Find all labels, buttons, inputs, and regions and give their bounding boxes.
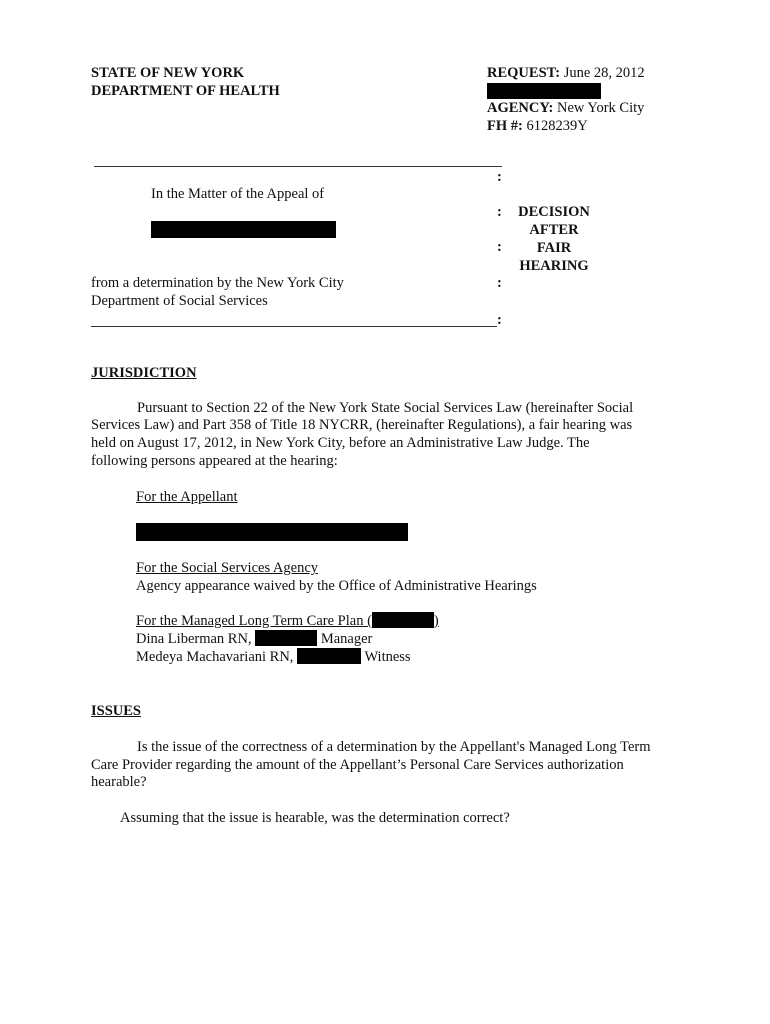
- plan-heading-end: ): [433, 613, 439, 629]
- determination-line: Department of Social Services: [91, 293, 268, 309]
- agency-value: New York City: [553, 100, 645, 116]
- plan-heading-start: For the Managed Long Term Care Plan (: [136, 613, 372, 629]
- request-line: [487, 64, 645, 82]
- appellant-heading: For the Appellant: [136, 489, 238, 505]
- person-name: Dina Liberman RN,: [136, 631, 252, 647]
- issues-heading: ISSUES: [91, 703, 141, 719]
- decision-line: AFTER: [529, 222, 579, 238]
- caption-colon: :: [497, 169, 502, 185]
- plan-heading: [136, 612, 439, 630]
- agency-text: Agency appearance waived by the Office of Administrative Hearings: [136, 578, 537, 594]
- jurisdiction-text-line: Services Law) and Part 358 of Title 18 NYCRR, (hereinafter Regulations), a fair hearing was: [91, 417, 633, 433]
- department-line: DEPARTMENT OF HEALTH: [91, 83, 280, 99]
- fh-line: [487, 117, 588, 135]
- caption-top-rule: [94, 166, 502, 167]
- redaction-block: [487, 83, 601, 99]
- person-name: Medeya Machavariani RN,: [136, 649, 294, 665]
- redaction-block: [151, 221, 336, 238]
- issues-text-line: Care Provider regarding the amount of the Appellant’s Personal Care Services authorization: [91, 757, 624, 773]
- jurisdiction-text-line: following persons appeared at the hearing:: [91, 453, 338, 469]
- issues-question-2: Assuming that the issue is hearable, was the determination correct?: [120, 810, 510, 826]
- caption-colon: :: [497, 204, 502, 220]
- jurisdiction-text-line: held on August 17, 2012, in New York City, before an Administrative Law Judge. The: [91, 435, 590, 451]
- issues-text-line: hearable?: [91, 774, 147, 790]
- jurisdiction-text-line: Pursuant to Section 22 of the New York State Social Services Law (hereinafter Social: [137, 400, 634, 416]
- redaction-block: [372, 612, 434, 628]
- fh-label: FH #:: [487, 118, 523, 134]
- caption-bottom-rule: [91, 326, 497, 327]
- request-label: REQUEST:: [487, 65, 561, 81]
- fh-value: 6128239Y: [522, 118, 588, 134]
- caption-colon: :: [497, 275, 502, 291]
- redaction-block: [255, 630, 317, 646]
- issues-text-line: Is the issue of the correctness of a determination by the Appellant's Managed Long Term: [137, 739, 651, 755]
- agency-line: [487, 99, 644, 117]
- agency-heading: For the Social Services Agency: [136, 560, 319, 576]
- jurisdiction-heading: JURISDICTION: [91, 365, 197, 381]
- agency-label: AGENCY:: [487, 100, 554, 116]
- state-line: STATE OF NEW YORK: [91, 65, 245, 81]
- decision-line: FAIR: [536, 240, 572, 256]
- redaction-block: [297, 648, 361, 664]
- person-role: Manager: [320, 631, 373, 647]
- person-row: [136, 630, 372, 648]
- caption-colon: :: [497, 312, 502, 328]
- decision-line: HEARING: [519, 258, 589, 274]
- matter-line: In the Matter of the Appeal of: [151, 186, 325, 202]
- decision-line: DECISION: [518, 204, 590, 220]
- determination-line: from a determination by the New York City: [91, 275, 344, 291]
- person-row: [136, 648, 411, 666]
- redaction-block: [136, 523, 408, 541]
- caption-colon: :: [497, 239, 502, 255]
- request-date: June 28, 2012: [560, 65, 645, 81]
- person-role: Witness: [364, 649, 411, 665]
